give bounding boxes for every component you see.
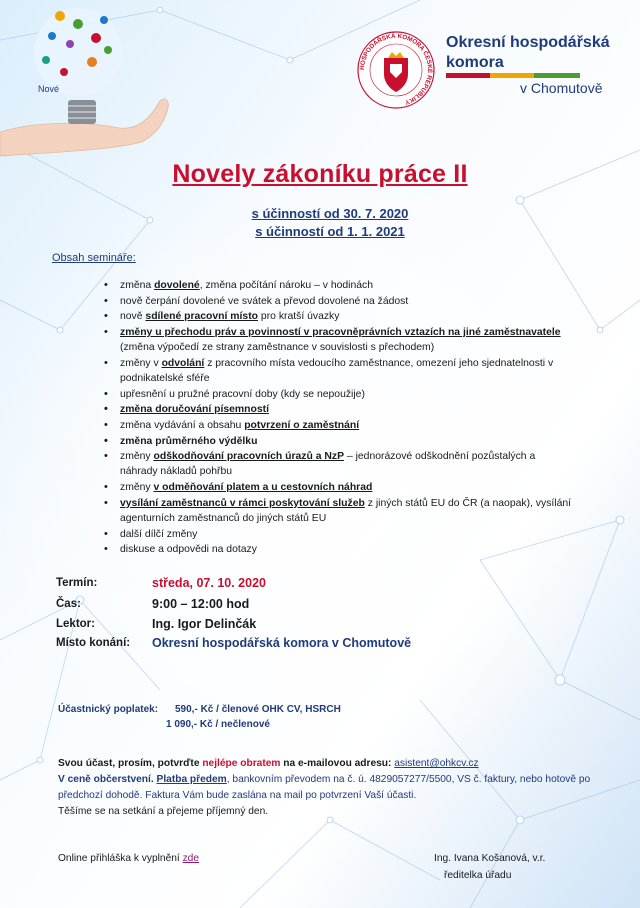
chamber-name — [446, 33, 610, 73]
effective-date-2: s účinností od 1. 1. 2021 — [255, 224, 405, 239]
signer-role: ředitelka úřadu — [444, 870, 512, 881]
chamber-name-line2: komora — [446, 54, 504, 71]
fee-label: Účastnický poplatek: — [58, 704, 159, 715]
list-item: • diskuse a odpovědi na dotazy — [104, 542, 574, 557]
list-item: • změny v odměňování platem a u cestovních náhrad — [104, 480, 574, 495]
email-link[interactable]: asistent@ohkcv.cz — [394, 758, 479, 769]
list-item: • změny u přechodu práv a povinností v pracovněprávních vztazích na jiné zaměstnavatele (změna výpočedí ze strany zaměstnance v souvislosti s přechodem) — [104, 325, 574, 355]
list-item: • další dílčí změny — [104, 527, 574, 542]
list-item: • upřesnění u pružné pracovní doby (kdy se nepoužije) — [104, 387, 574, 402]
registration-text: Svou účast, prosím, potvrďte nejlépe obratem na e-mailovou adresu: asistent@ohkcv.cz V ceně občerstvení. Platba předem, bankovním převodem na č. ú. 4829057277/5500, VS č. faktury, nebo hotově po předchozí dohodě. Faktura Vám bude zaslána na mail po potvrzení Vaší účasti. Těšíme se na setkání a přejeme příjemný den. — [58, 758, 591, 817]
list-item: • změny v odvolání z pracovního místa vedoucího zaměstnance, omezení jeho sjednatelnosti v podnikatelské sféře — [104, 356, 574, 386]
list-item: • změny odškodňování pracovních úrazů a NzP – jednorázové odškodnění pozůstalých a náhrady nákladů pohřbu — [104, 449, 574, 479]
lector-value: Ing. Igor Delinčák — [152, 617, 257, 631]
svg-text:HOSPODÁŘSKÁ KOMORA ČESKÉ REPUB: HOSPODÁŘSKÁ KOMORA ČESKÉ REPUBLIKY — [358, 32, 434, 106]
chamber-city: v Chomutově — [520, 80, 603, 96]
chamber-name-line1: Okresní hospodářská — [446, 34, 610, 51]
chamber-seal-logo — [350, 24, 442, 116]
term-value: středa, 07. 10. 2020 — [152, 576, 266, 590]
fee-nonmembers: 1 090,- Kč / nečlenové — [166, 719, 270, 730]
fee-members: 590,- Kč / členové OHK CV, HSRCH — [175, 704, 341, 715]
seminar-topics-list — [104, 278, 574, 558]
time-value: 9:00 – 12:00 hod — [152, 597, 250, 611]
effective-date-1: s účinností od 30. 7. 2020 — [251, 206, 409, 221]
list-item: • nově čerpání dovolené ve svátek a převod dovolené na žádost — [104, 294, 574, 309]
list-item: • změna doručování písemností — [104, 402, 574, 417]
bulb-label: Nové — [38, 84, 60, 94]
list-item: • nově sdílené pracovní místo pro kratší úvazky — [104, 309, 574, 324]
list-item: • změna průměrného výdělku — [104, 434, 574, 449]
online-registration-link[interactable]: zde — [182, 853, 200, 864]
term-label: Termín: — [56, 577, 98, 589]
list-item: • změna vydávání a obsahu potvrzení o zaměstnání — [104, 418, 574, 433]
logo-bar-red — [446, 73, 490, 78]
content-heading: Obsah semináře: — [52, 252, 136, 264]
online-registration: Online přihláška k vyplnění zde — [58, 853, 200, 864]
place-label: Místo konání: — [56, 637, 131, 649]
logo-bar-yellow — [490, 73, 534, 78]
place-value: Okresní hospodářská komora v Chomutově — [152, 636, 412, 650]
lector-label: Lektor: — [56, 618, 95, 630]
list-item: • změna dovolené, změna počítání nároku – v hodinách — [104, 278, 574, 293]
time-label: Čas: — [56, 598, 81, 610]
signer-name: Ing. Ivana Košanová, v.r. — [434, 853, 546, 864]
logo-bar-green — [534, 73, 580, 78]
page-title: Novely zákoníku práce II — [172, 160, 468, 188]
list-item: • vysílání zaměstnanců v rámci poskytování služeb z jiných států EU do ČR (a naopak), vysílání agenturních zaměstnanců do jiných států EU — [104, 496, 574, 526]
